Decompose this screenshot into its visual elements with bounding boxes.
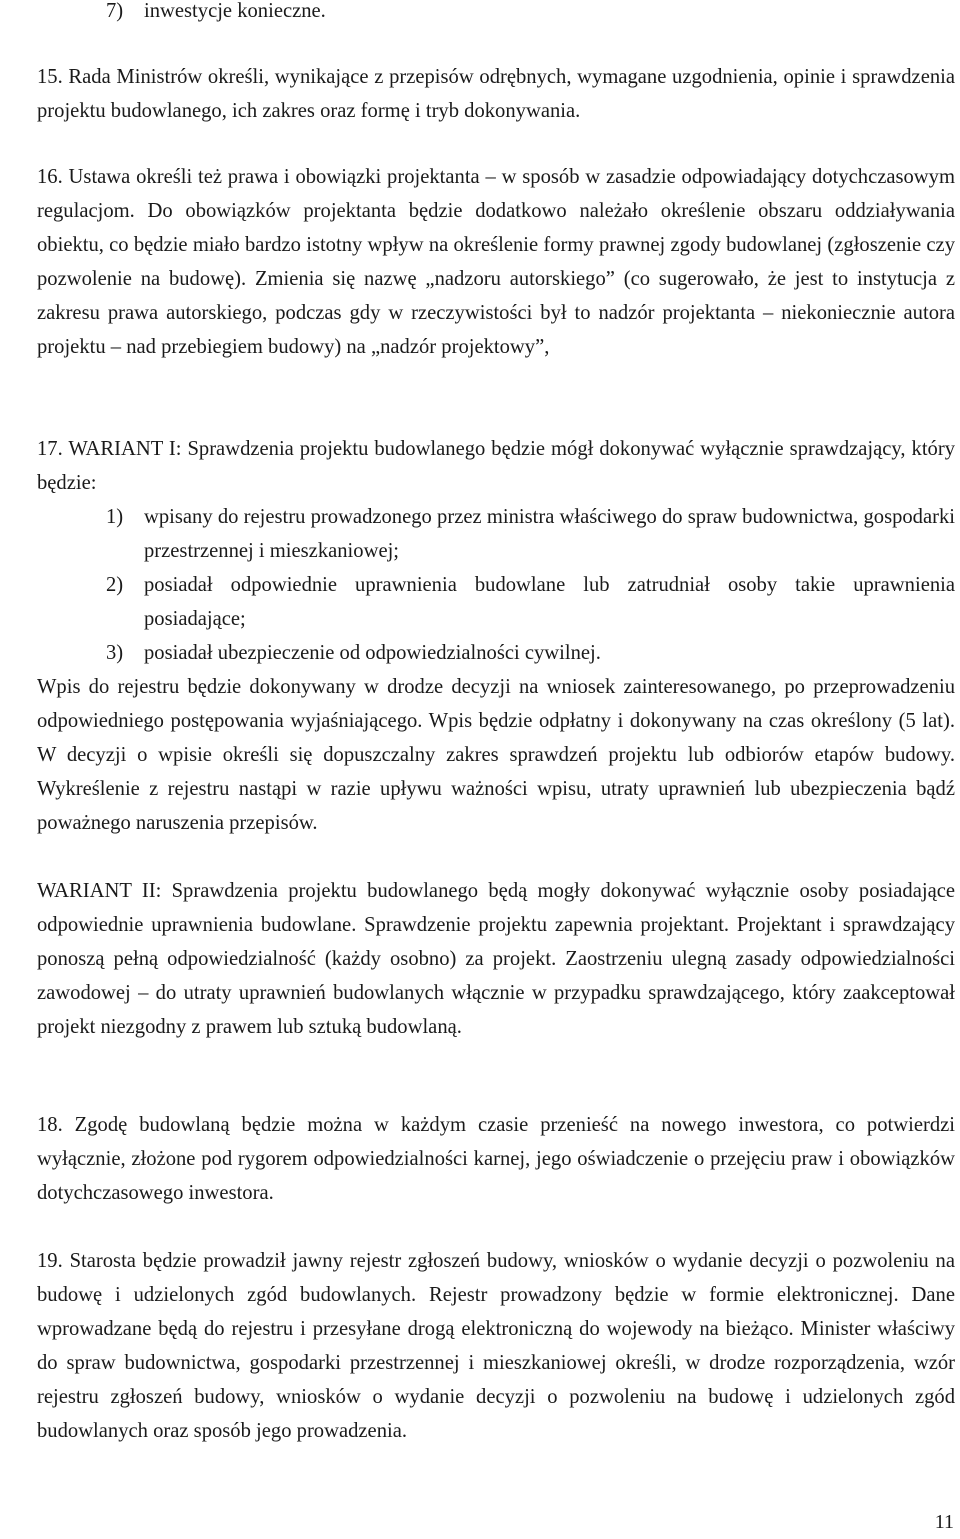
list-item-number: 1) (106, 506, 124, 528)
list-item-7 (106, 0, 955, 28)
paragraph-19: 19. Starosta będzie prowadził jawny rejestr zgłoszeń budowy, wniosków o wydanie decyzji o pozwoleniu na budowę i udzielonych zgód budowlanych. Rejestr prowadzony będzie w formie elektronicznej. Dane wprowadzane będą do rejestru i przesyłane drogą elektroniczną do wojewody na bieżąco. Minister właściwy do spraw budownictwa, gospodarki przestrzennej i mieszkaniowej określi, w drodze rozporządzenia, wzór rejestru zgłoszeń budowy, wniosków o wydanie decyzji o pozwoleniu na budowę i udzielonych zgód budowlanych oraz sposób jego prowadzenia. (37, 1250, 955, 1442)
paragraph-17-variant-2: WARIANT II: Sprawdzenia projektu budowlanego będą mogły dokonywać wyłącznie osoby posiadające odpowiednie uprawnienia budowlane. Sprawdzenie projektu zapewnia projektant. Projektant i sprawdzający ponoszą pełną odpowiedzialność (każdy osobno) za projekt. Zaostrzeniu ulegną zasady odpowiedzialności zawodowej – do utraty uprawnień budowlanych włącznie w przypadku sprawdzającego, który zaakceptował projekt niezgodny z prawem lub sztuką budowlaną. (37, 880, 955, 1038)
paragraph-17-intro: 17. WARIANT I: Sprawdzenia projektu budowlanego będzie mógł dokonywać wyłącznie sprawdzający, który będzie: (37, 438, 955, 494)
page-number: 11 (934, 1511, 954, 1533)
list-item-text: wpisany do rejestru prowadzonego przez ministra właściwego do spraw budownictwa, gospodarki przestrzennej i mieszkaniowej; (144, 506, 955, 562)
list-item-text: posiadał odpowiednie uprawnienia budowlane lub zatrudniał osoby takie uprawnienia posiadające; (144, 574, 955, 630)
list-item-number: 3) (106, 642, 124, 664)
paragraph-17-register: Wpis do rejestru będzie dokonywany w drodze decyzji na wniosek zainteresowanego, po przeprowadzeniu odpowiedniego postępowania wyjaśniającego. Wpis będzie odpłatny i dokonywany na czas określony (5 lat). W decyzji o wpisie określi się dopuszczalny zakres sprawdzeń projektu lub odbiorów etapów budowy. Wykreślenie z rejestru nastąpi w razie upływu ważności wpisu, utraty uprawnień lub ubezpieczenia bądź poważnego naruszenia przepisów. (37, 676, 955, 834)
list-item-text: posiadał ubezpieczenie od odpowiedzialności cywilnej. (144, 642, 601, 664)
paragraph-18: 18. Zgodę budowlaną będzie można w każdym czasie przenieść na nowego inwestora, co potwierdzi wyłącznie, złożone pod rygorem odpowiedzialności karnej, jego oświadczenie o przejęciu praw i obowiązków dotychczasowego inwestora. (37, 1114, 955, 1204)
list-item-number: 7) (106, 0, 124, 22)
list-item-17-3 (106, 636, 955, 670)
list-item-17-2 (106, 568, 955, 636)
list-item-17-1 (106, 500, 955, 568)
list-item-number: 2) (106, 574, 124, 596)
list-item-text: inwestycje konieczne. (144, 0, 326, 22)
paragraph-16: 16. Ustawa określi też prawa i obowiązki projektanta – w sposób w zasadzie odpowiadający dotychczasowym regulacjom. Do obowiązków projektanta będzie dodatkowo należało określenie obszaru oddziaływania obiektu, co będzie miało bardzo istotny wpływ na określenie formy prawnej zgody budowlanej (zgłoszenie czy pozwolenie na budowę). Zmienia się nazwę „nadzoru autorskiego” (co sugerowało, że jest to instytucja z zakresu prawa autorskiego, podczas gdy w rzeczywistości był to nadzór projektanta – niekoniecznie autora projektu – nad przebiegiem budowy) na „nadzór projektowy”, (37, 166, 955, 358)
paragraph-15: 15. Rada Ministrów określi, wynikające z przepisów odrębnych, wymagane uzgodnienia, opinie i sprawdzenia projektu budowlanego, ich zakres oraz formę i tryb dokonywania. (37, 66, 955, 122)
